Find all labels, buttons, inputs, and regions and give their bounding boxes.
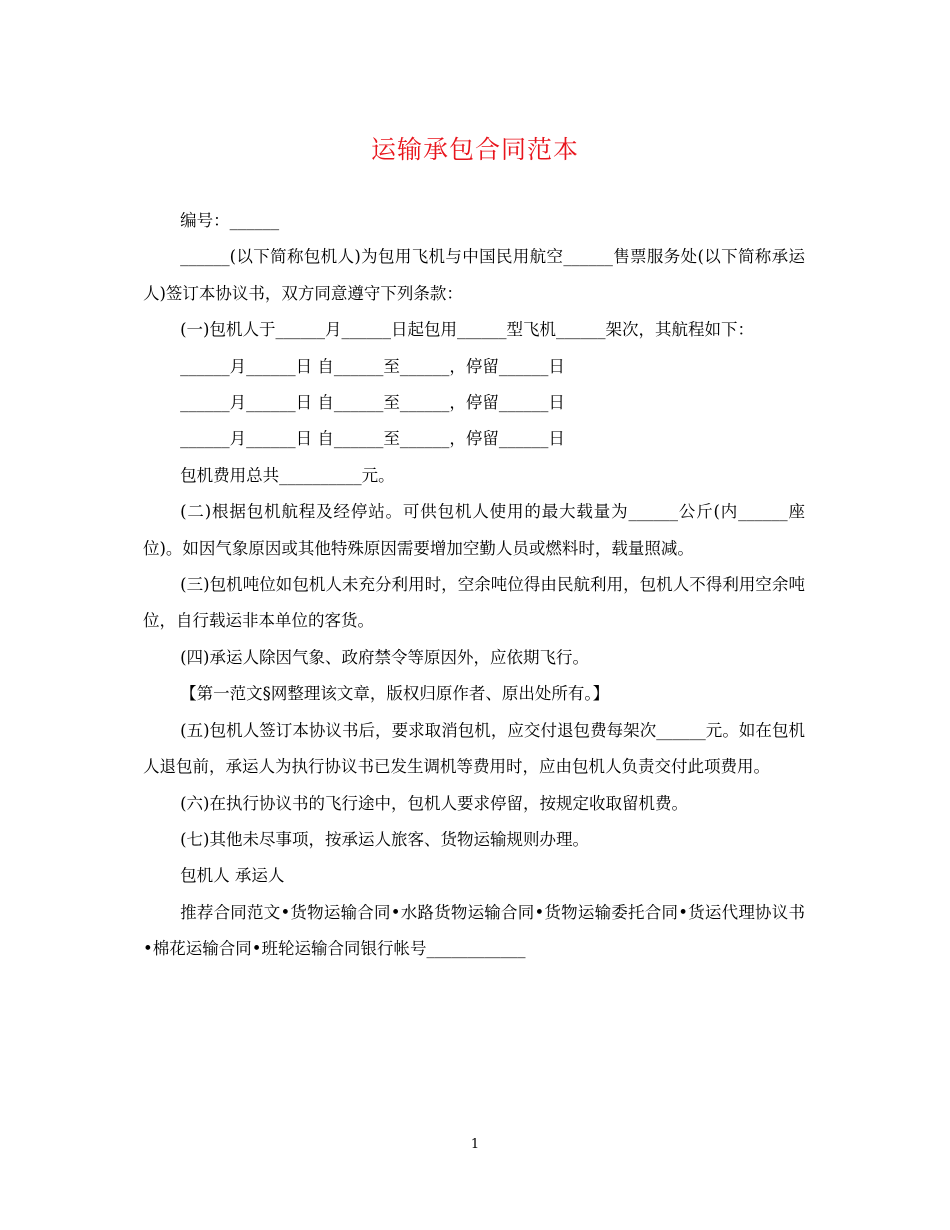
recommended-links: 推荐合同范文•货物运输合同•水路货物运输合同•货物运输委托合同•货运代理协议书•棉花运输合同•班轮运输合同银行帐号____________ <box>143 902 805 959</box>
route-line-3: ______月______日 自______至______，停留______日 <box>180 429 565 449</box>
clause-6: (六)在执行协议书的飞行途中，包机人要求停留，按规定收取留机费。 <box>180 793 688 813</box>
clause-7: (七)其他未尽事项，按承运人旅客、货物运输规则办理。 <box>180 829 589 849</box>
parties-clause: ______(以下简称包机人)为包用飞机与中国民用航空______售票服务处(以下简称承运人)签订本协议书，双方同意遵守下列条款： <box>143 247 805 303</box>
page-number: 1 <box>470 1137 480 1152</box>
signature-parties: 包机人 承运人 <box>180 866 285 886</box>
route-line-2: ______月______日 自______至______，停留______日 <box>180 393 565 413</box>
clause-3: (三)包机吨位如包机人未充分利用时，空余吨位得由民航利用，包机人不得利用空余吨位，自行载运非本单位的客货。 <box>143 575 805 631</box>
copyright-note: 【第一范文§网整理该文章，版权归原作者、原出处所有。】 <box>180 684 610 704</box>
clause-2: (二)根据包机航程及经停站。可供包机人使用的最大载量为______公斤(内______座位)。如因气象原因或其他特殊原因需要增加空勤人员或燃料时，载量照减。 <box>143 502 805 558</box>
document-title: 运输承包合同范本 <box>370 135 579 164</box>
clause-4: (四)承运人除因气象、政府禁令等原因外，应依期飞行。 <box>180 647 589 667</box>
clause-5: (五)包机人签订本协议书后，要求取消包机，应交付退包费每架次______元。如在包机人退包前，承运人为执行协议书已发生调机等费用时，应由包机人负责交付此项费用。 <box>143 720 805 777</box>
document-body <box>143 203 805 968</box>
route-line-1: ______月______日 自______至______，停留______日 <box>180 356 565 376</box>
contract-number: 编号：______ <box>180 211 280 230</box>
clause-1: (一)包机人于______月______日起包用______型飞机______架次，其航程如下： <box>180 320 754 340</box>
charter-fee-line: 包机费用总共__________元。 <box>180 465 395 485</box>
